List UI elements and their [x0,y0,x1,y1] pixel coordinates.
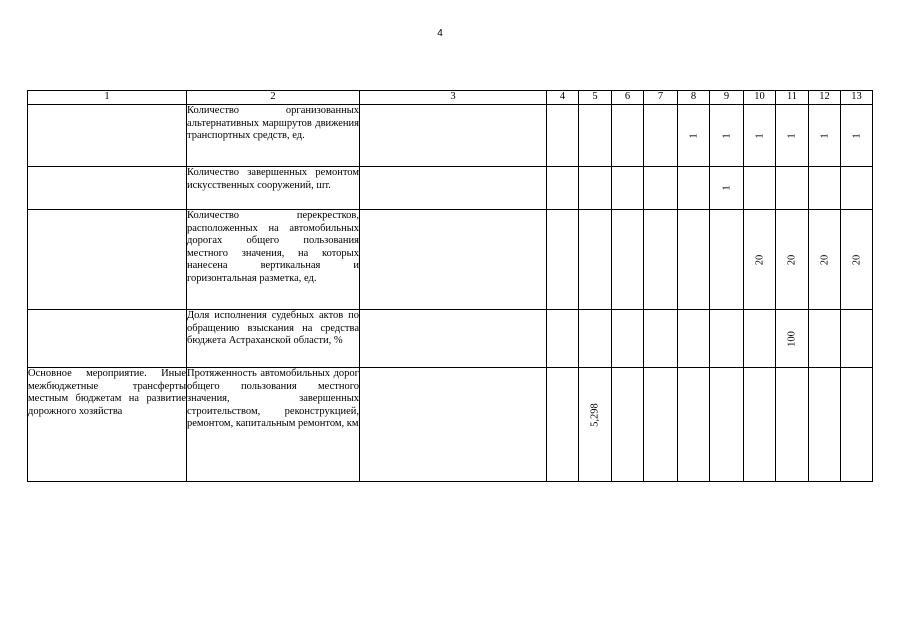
column-number: 7 [644,91,678,105]
value-cell [744,368,776,482]
column-number: 1 [28,91,187,105]
value-cell [809,368,841,482]
table-row [28,210,873,310]
table-row [28,167,873,210]
value-text: 20 [754,254,765,265]
activity-cell [28,167,187,210]
value-cell [841,310,873,368]
value-cell [776,368,809,482]
column-number: 12 [809,91,841,105]
value-cell [547,167,579,210]
value-cell [678,105,710,167]
value-cell [547,210,579,310]
value-cell [612,210,644,310]
column-number-header [28,91,873,105]
value-cell [612,167,644,210]
activity-cell [28,310,187,368]
value-cell [809,105,841,167]
value-cell [678,167,710,210]
value-cell [710,105,744,167]
value-cell [776,167,809,210]
column-number: 10 [744,91,776,105]
value-cell [776,105,809,167]
column-number: 4 [547,91,579,105]
column-number: 9 [710,91,744,105]
indicator-cell: Количество организованных альтернативных маршрутов движения транспортных средств, ед. [187,105,360,167]
indicator-cell: Количество перекрестков, расположенных на автомобильных дорогах общего пользования местного значения, на которых нанесена вертикальная и горизонтальная разметка, ед. [187,210,360,310]
value-cell [841,167,873,210]
value-cell [644,167,678,210]
value-cell [841,368,873,482]
indicator-cell: Доля исполнения судебных актов по обращению взыскания на средства бюджета Астраханской области, % [187,310,360,368]
column-number: 8 [678,91,710,105]
value-cell [678,310,710,368]
value-cell [579,105,612,167]
value-cell [644,210,678,310]
value-cell [579,167,612,210]
value-cell [809,167,841,210]
value-text: 1 [721,132,732,139]
value-text: 1 [688,132,699,139]
value-cell [744,310,776,368]
value-cell [644,368,678,482]
table-row [28,310,873,368]
value-cell [678,210,710,310]
value-cell [612,310,644,368]
value-cell [710,167,744,210]
activity-cell [28,210,187,310]
data-table [27,90,873,482]
value-text: 1 [851,132,862,139]
value-cell [744,167,776,210]
col3-cell [360,105,547,167]
value-cell [809,310,841,368]
activity-cell [28,105,187,167]
value-cell [579,210,612,310]
activity-cell: Основное мероприятие. Иные межбюджетные трансферты местным бюджетам на развитие дорожного хозяйства [28,368,187,482]
indicator-cell: Протяженность автомобильных дорог общего пользования местного значения, завершенных строительством, реконструкцией, ремонтом, капитальным ремонтом, км [187,368,360,482]
value-cell [776,210,809,310]
column-number: 11 [776,91,809,105]
column-number: 3 [360,91,547,105]
column-number: 5 [579,91,612,105]
value-cell [809,210,841,310]
value-text: 20 [851,254,862,265]
value-text: 1 [754,132,765,139]
page-number: 4 [437,28,443,39]
value-cell [612,105,644,167]
value-cell [678,368,710,482]
value-cell [612,368,644,482]
col3-cell [360,310,547,368]
value-text: 1 [721,185,732,191]
value-cell [710,310,744,368]
value-cell [744,210,776,310]
column-number: 13 [841,91,873,105]
value-text: 1 [819,132,830,139]
value-cell [579,368,612,482]
indicator-cell: Количество завершенных ремонтом искусственных сооружений, шт. [187,167,360,210]
col3-cell [360,368,547,482]
value-cell [547,105,579,167]
value-cell [841,210,873,310]
value-cell [744,105,776,167]
value-text: 1 [786,132,798,139]
value-text: 100 [786,330,798,347]
value-cell [710,368,744,482]
value-cell [579,310,612,368]
column-number: 6 [612,91,644,105]
value-cell [547,310,579,368]
value-text: 20 [786,254,798,265]
col3-cell [360,167,547,210]
value-text: 5,298 [589,403,601,428]
value-cell [776,310,809,368]
value-cell [644,310,678,368]
value-cell [547,368,579,482]
col3-cell [360,210,547,310]
table-row [28,368,873,482]
table-row [28,105,873,167]
value-cell [644,105,678,167]
value-text: 20 [819,254,830,265]
column-number: 2 [187,91,360,105]
value-cell [841,105,873,167]
value-cell [710,210,744,310]
